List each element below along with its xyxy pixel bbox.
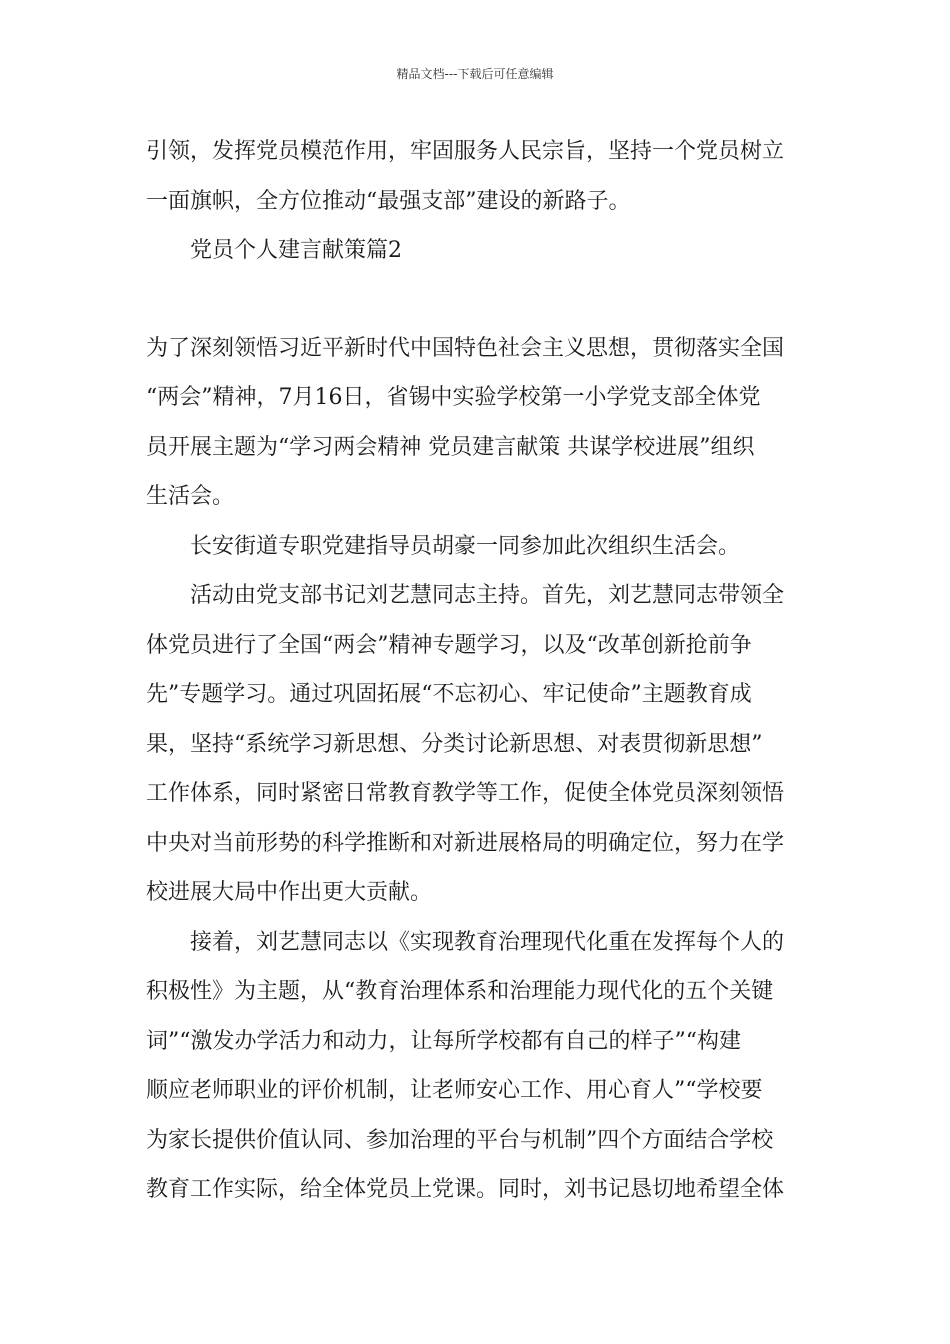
text-line: 工作体系，同时紧密日常教育教学等工作，促使全体党员深刻领悟	[146, 781, 785, 806]
page-header: 精品文档---下载后可任意编辑	[396, 67, 554, 81]
section-heading	[146, 226, 806, 276]
paragraph-intro	[146, 324, 806, 522]
text-line: 一面旗帜，全方位推动“最强支部”建设的新路子。	[146, 188, 631, 214]
heading-line: 党员个人建言献策篇2	[190, 238, 402, 263]
text-line: 先”专题学习。通过巩固拓展“不忘初心、牢记使命”主题教育成	[146, 682, 752, 707]
text-line: 长安街道专职党建指导员胡豪一同参加此次组织生活会。	[190, 533, 741, 559]
text-line: 活动由党支部书记刘艺慧同志主持。首先，刘艺慧同志带领全	[190, 583, 785, 608]
paragraph-attendee	[146, 522, 806, 572]
text-line: 为家长提供价值认同、参加治理的平台与机制”四个方面结合学校	[146, 1127, 774, 1153]
paragraph-activity	[146, 571, 806, 918]
text-line: 体党员进行了全国“两会”精神专题学习，以及“改革创新抢前争	[146, 632, 752, 658]
document-body	[146, 127, 806, 1215]
text-line: 为了深刻领悟习近平新时代中国特色社会主义思想，贯彻落实全国	[146, 335, 785, 361]
text-line: “两会”精神，7月16日，省锡中实验学校第一小学党支部全体党	[146, 385, 761, 410]
text-line: 生活会。	[146, 484, 235, 509]
paragraph-continuation	[146, 127, 806, 226]
text-line: 员开展主题为“学习两会精神 党员建言献策 共谋学校进展”组织	[146, 434, 755, 460]
text-line: 接着，刘艺慧同志以《实现教育治理现代化重在发挥每个人的	[190, 929, 785, 955]
text-line: 引领，发挥党员模范作用，牢固服务人民宗旨，坚持一个党员树立	[146, 139, 785, 164]
text-line: 积极性》为主题，从“教育治理体系和治理能力现代化的五个关键	[146, 979, 774, 1004]
blank-gap	[146, 276, 806, 324]
text-line: 中央对当前形势的科学推断和对新进展格局的明确定位，努力在学	[146, 830, 785, 856]
text-line: 教育工作实际，给全体党员上党课。同时，刘书记恳切地希望全体	[146, 1177, 785, 1202]
text-line: 果，坚持“系统学习新思想、分类讨论新思想、对表贯彻新思想”	[146, 731, 763, 757]
text-line: 顺应老师职业的评价机制，让老师安心工作、用心育人”“学校要	[146, 1078, 763, 1103]
paragraph-lecture	[146, 918, 806, 1215]
text-line: 校进展大局中作出更大贡献。	[146, 880, 433, 905]
text-line: 词”“激发办学活力和动力，让每所学校都有自己的样子”“构建	[146, 1028, 741, 1054]
